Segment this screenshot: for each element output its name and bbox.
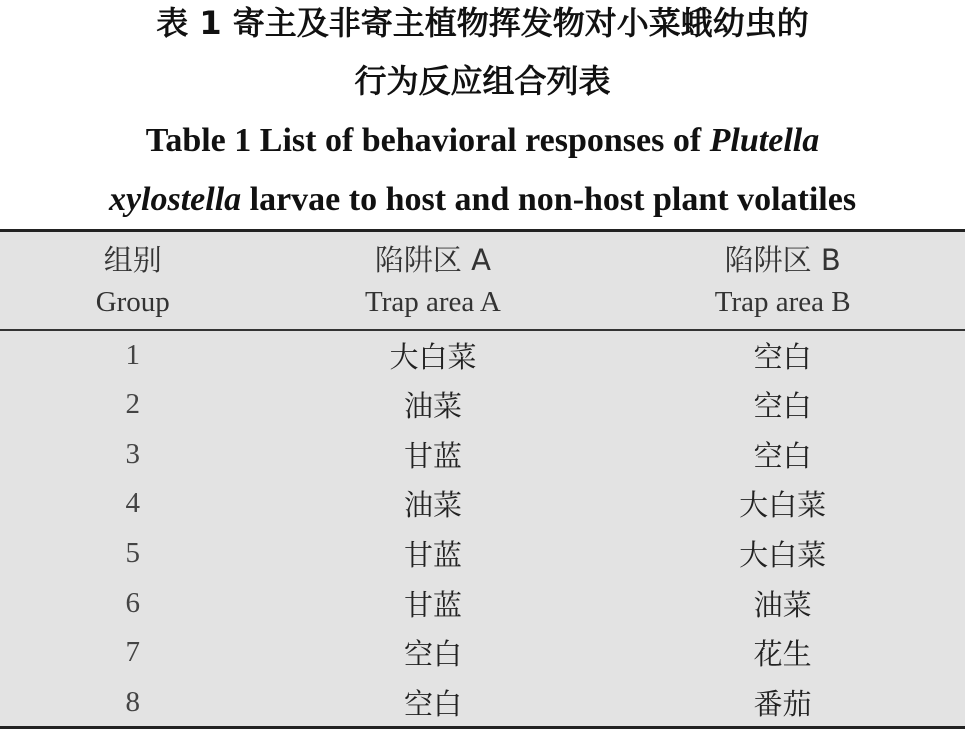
cell-group: 8 xyxy=(125,686,141,719)
cell-trap-a: 油菜 xyxy=(403,488,462,523)
cell-trap-b: 空白 xyxy=(753,389,812,424)
header-group xyxy=(0,232,266,330)
cell-group: 7 xyxy=(125,636,141,669)
combination-table xyxy=(0,229,965,729)
table-header xyxy=(0,232,965,330)
table-row xyxy=(0,429,965,479)
table-row xyxy=(0,479,965,529)
cell-trap-a: 油菜 xyxy=(403,389,462,424)
cell-trap-b: 油菜 xyxy=(753,587,812,622)
table-row xyxy=(0,678,965,728)
header-trap-a-en: Trap area A xyxy=(365,285,501,318)
cell-group: 2 xyxy=(125,388,141,421)
data-table xyxy=(0,232,965,728)
header-trap-a-zh: 陷阱区 A xyxy=(374,242,491,277)
table-row xyxy=(0,380,965,430)
cell-trap-b: 花生 xyxy=(753,637,812,672)
cell-trap-a: 大白菜 xyxy=(389,339,477,374)
header-trap-b-zh: 陷阱区 B xyxy=(724,242,841,277)
caption-english-line-2 xyxy=(0,173,965,231)
header-trap-b xyxy=(600,232,965,330)
caption-genus: Plutella xyxy=(709,122,820,159)
caption-chinese-line-1: 表 1 寄主及非寄主植物挥发物对小菜蛾幼虫的 xyxy=(156,4,809,42)
cell-trap-a: 甘蓝 xyxy=(403,538,462,573)
header-trap-b-en: Trap area B xyxy=(714,285,851,318)
cell-group: 1 xyxy=(125,338,141,371)
table-body xyxy=(0,330,965,728)
table-row xyxy=(0,330,965,380)
table-row xyxy=(0,578,965,628)
cell-group: 4 xyxy=(125,487,141,520)
cell-trap-b: 大白菜 xyxy=(739,538,827,573)
cell-trap-a: 空白 xyxy=(403,637,462,672)
caption-chinese-line-2: 行为反应组合列表 xyxy=(354,62,611,100)
caption-english-suffix: larvae to host and non-host plant volatiles xyxy=(241,181,857,218)
caption-english-line-1 xyxy=(0,111,965,173)
table-caption xyxy=(0,0,965,231)
table-row xyxy=(0,529,965,579)
caption-species: xylostella xyxy=(108,181,242,218)
cell-trap-a: 甘蓝 xyxy=(403,438,462,473)
cell-group: 5 xyxy=(125,537,141,570)
cell-trap-b: 空白 xyxy=(753,339,812,374)
cell-trap-a: 空白 xyxy=(403,687,462,722)
caption-english-prefix: Table 1 List of behavioral responses of xyxy=(145,122,710,159)
cell-trap-a: 甘蓝 xyxy=(403,587,462,622)
cell-group: 3 xyxy=(125,437,141,470)
table-row xyxy=(0,628,965,678)
cell-trap-b: 番茄 xyxy=(753,687,812,722)
cell-group: 6 xyxy=(125,586,141,619)
cell-trap-b: 空白 xyxy=(753,438,812,473)
header-trap-a xyxy=(266,232,601,330)
header-group-en: Group xyxy=(95,285,170,318)
header-group-zh: 组别 xyxy=(103,242,162,277)
cell-trap-b: 大白菜 xyxy=(739,488,827,523)
header-row xyxy=(0,232,965,330)
